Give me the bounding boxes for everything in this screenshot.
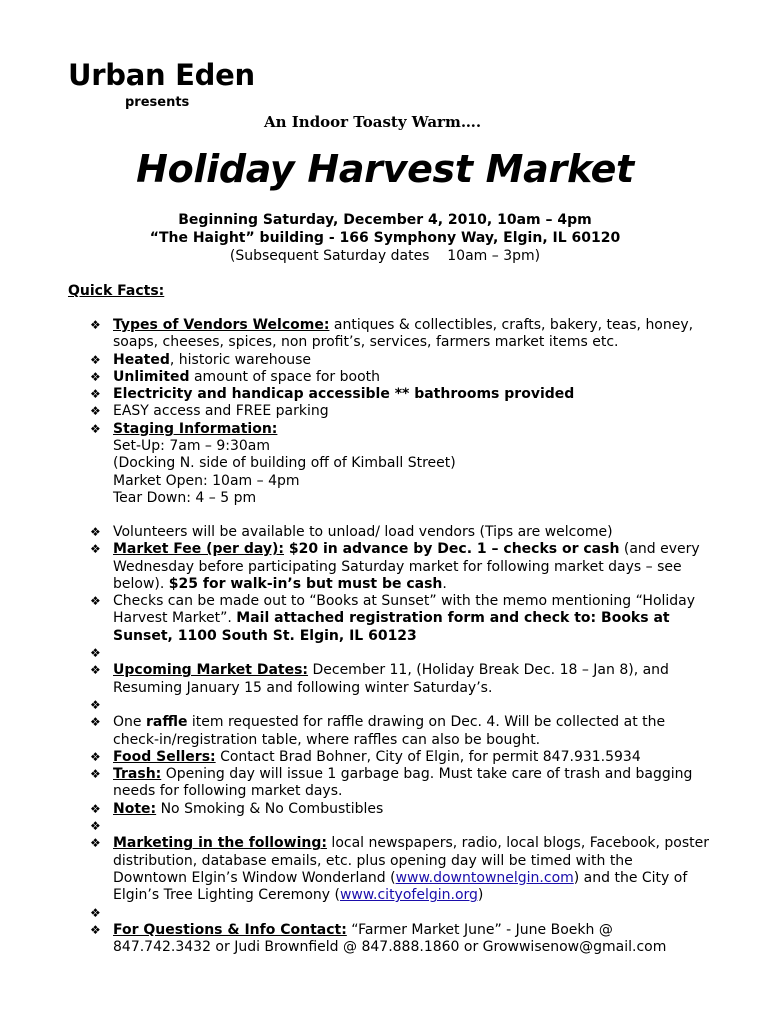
diamond-bullet-icon: ❖: [90, 387, 101, 402]
staging-teardown: Tear Down: 4 – 5 pm: [113, 489, 257, 506]
marketing-text-1: local newspapers, radio, local blogs, Facebook, poster distribution, database emails, etc. plus opening day will be timed with the Downtown Elgin’s Window Wonderland (: [113, 835, 710, 886]
staging-label: Staging Information:: [113, 420, 278, 437]
dates-text: December 11, (Holiday Break Dec. 18 – Jan 8), and Resuming January 15 and following winter Saturday’s.: [113, 662, 669, 696]
note-label: Note:: [113, 800, 157, 817]
vendors-text: antiques & collectibles, crafts, bakery, teas, honey, soaps, cheeses, spices, non profit’s, services, farmers market items etc.: [113, 317, 694, 351]
date-line: Beginning Saturday, December 4, 2010, 10am – 4pm: [178, 212, 592, 228]
org-name: Urban Eden: [68, 58, 255, 92]
downtownelgin-link[interactable]: www.downtownelgin.com: [395, 869, 574, 886]
staging-docking: (Docking N. side of building off of Kimball Street): [113, 455, 456, 472]
contact-label: For Questions & Info Contact:: [113, 921, 347, 938]
heated-label: Heated: [113, 351, 170, 368]
diamond-bullet-icon: ❖: [90, 767, 101, 782]
list-item: [0, 541, 770, 593]
list-item: [0, 421, 770, 438]
list-item: [0, 369, 770, 386]
heated-text: , historic warehouse: [169, 351, 311, 368]
list-item: [0, 317, 770, 352]
fee-advance: $20 in advance by Dec. 1 – checks or cash: [284, 541, 620, 558]
diamond-bullet-icon: ❖: [90, 905, 101, 920]
diamond-bullet-icon: ❖: [90, 663, 101, 678]
marketing-text-3: ): [477, 887, 484, 904]
diamond-bullet-icon: ❖: [90, 404, 101, 419]
list-item: [0, 524, 770, 541]
diamond-bullet-icon: ❖: [90, 836, 101, 851]
trash-label: Trash:: [113, 766, 162, 783]
contact-text: “Farmer Market June” - June Boekh @ 847.742.3432 or Judi Brownfield @ 847.888.1860 or Growwisenow@gmail.com: [113, 921, 667, 956]
quick-facts-heading: Quick Facts:: [68, 283, 165, 299]
diamond-bullet-icon: ❖: [90, 801, 101, 816]
diamond-bullet-icon: ❖: [90, 525, 101, 539]
list-item: [0, 905, 770, 922]
list-item: [0, 697, 770, 714]
list-item: [0, 818, 770, 835]
list-item: [0, 352, 770, 369]
subsequent-dates-line: (Subsequent Saturday dates 10am – 3pm): [229, 248, 541, 264]
access-text: EASY access and FREE parking: [113, 403, 329, 420]
fee-text: (and every Wednesday before participating Saturday market for following market days – see below).: [113, 541, 700, 592]
diamond-bullet-icon: ❖: [90, 369, 101, 384]
checks-text: Checks can be made out to “Books at Sunset” with the memo mentioning “Holiday Harvest Market”.: [113, 593, 696, 627]
trash-text: Opening day will issue 1 garbage bag. Must take care of trash and bagging needs for following market days.: [113, 766, 693, 800]
food-label: Food Sellers:: [113, 748, 216, 765]
address-line: “The Haight” building - 166 Symphony Way, Elgin, IL 60120: [149, 230, 621, 246]
food-text: Contact Brad Bohner, City of Elgin, for permit 847.931.5934: [215, 748, 641, 765]
list-item: [0, 386, 770, 403]
diamond-bullet-icon: ❖: [90, 318, 101, 332]
fee-label: Market Fee (per day):: [113, 541, 284, 558]
presents-text: presents: [125, 95, 190, 110]
diamond-bullet-icon: ❖: [90, 697, 101, 712]
raffle-text-1: One: [113, 714, 146, 731]
diamond-bullet-icon: ❖: [90, 542, 101, 557]
diamond-bullet-icon: ❖: [90, 922, 101, 937]
electricity-text: Electricity and handicap accessible ** bathrooms provided: [113, 386, 575, 403]
volunteers-text: Volunteers will be available to unload/ load vendors (Tips are welcome): [113, 524, 613, 540]
diamond-bullet-icon: ❖: [90, 749, 101, 764]
diamond-bullet-icon: ❖: [90, 594, 101, 609]
subtitle: An Indoor Toasty Warm….: [264, 113, 482, 131]
list-item: [0, 662, 770, 697]
diamond-bullet-icon: ❖: [90, 352, 101, 367]
cityofelgin-link[interactable]: www.cityofelgin.org: [339, 887, 478, 904]
staging-open: Market Open: 10am – 4pm: [113, 472, 300, 489]
diamond-bullet-icon: ❖: [90, 819, 101, 834]
mail-address: Mail attached registration form and check to: Books at Sunset, 1100 South St. Elgin, IL 60123: [113, 610, 670, 644]
diamond-bullet-icon: ❖: [90, 715, 101, 730]
facts-list: [0, 317, 770, 507]
dates-label: Upcoming Market Dates:: [113, 662, 309, 679]
list-item: [0, 766, 770, 801]
page-title: Holiday Harvest Market: [136, 147, 634, 191]
raffle-word: raffle: [145, 714, 188, 731]
list-item: [0, 403, 770, 420]
raffle-text-2: item requested for raffle drawing on Dec. 4. Will be collected at the check-in/registration table, where raffles can also be bought.: [113, 714, 666, 748]
list-item: [0, 749, 770, 766]
list-item: [0, 801, 770, 818]
marketing-text-2: ) and the City of Elgin’s Tree Lighting Ceremony (: [113, 869, 688, 904]
list-item: [0, 835, 770, 904]
fee-end: .: [442, 575, 447, 592]
note-text: No Smoking & No Combustibles: [156, 800, 384, 817]
fee-walkin: $25 for walk-in’s but must be cash: [168, 575, 443, 592]
list-item: [0, 922, 770, 957]
staging-setup: Set-Up: 7am – 9:30am: [113, 438, 271, 455]
list-item: [0, 714, 770, 749]
diamond-bullet-icon: ❖: [90, 421, 101, 436]
marketing-label: Marketing in the following:: [113, 835, 327, 852]
list-item: [0, 645, 770, 662]
facts-list-2: [0, 524, 770, 956]
vendors-label: Types of Vendors Welcome:: [113, 317, 330, 333]
unlimited-label: Unlimited: [113, 368, 190, 385]
unlimited-text: amount of space for booth: [189, 368, 380, 385]
list-item: [0, 593, 770, 645]
diamond-bullet-icon: ❖: [90, 646, 101, 661]
